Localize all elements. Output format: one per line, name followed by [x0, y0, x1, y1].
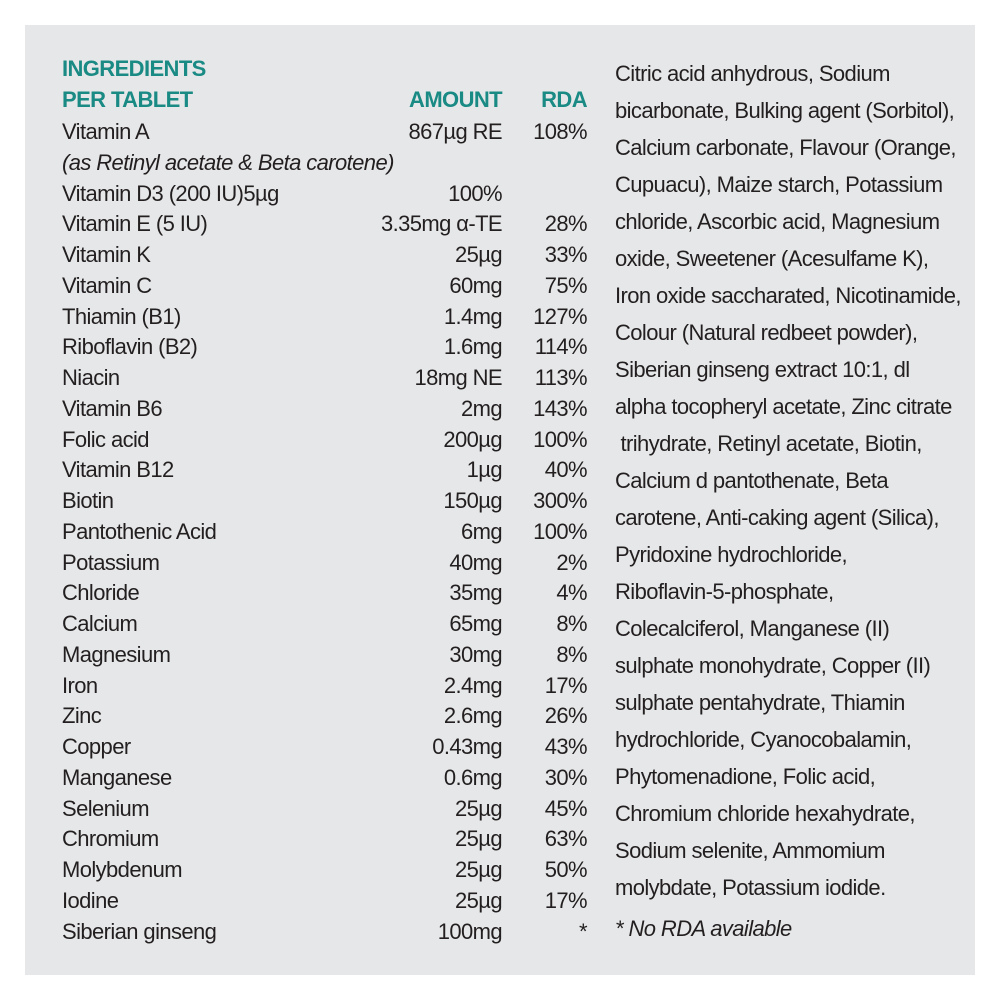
nutrient-name: Iodine [62, 888, 119, 913]
nutrient-rda: 8% [556, 642, 587, 667]
nutrient-rda: 114% [534, 334, 587, 359]
ingredients-list [615, 55, 960, 906]
nutrient-amount: 1.6mg [443, 334, 502, 359]
nutrient-rda: 300% [533, 488, 587, 513]
nutrient-amount: 867µg RE [408, 119, 502, 144]
nutrient-amount: 30mg [449, 642, 502, 667]
ingredients-line: hydrochloride, Cyanocobalamin, [615, 727, 912, 752]
nutrient-rda: 100% [533, 519, 587, 544]
nutrient-rda: 113% [534, 365, 587, 390]
nutrient-amount: 100% [448, 181, 502, 206]
nutrient-name: Copper [62, 734, 131, 759]
nutrient-name: Biotin [62, 488, 114, 513]
ingredients-line: Pyridoxine hydrochloride, [615, 542, 848, 567]
nutrient-name: Niacin [62, 365, 120, 390]
nutrient-name: Folic acid [62, 427, 149, 452]
nutrient-amount: 100mg [437, 919, 502, 944]
ingredients-line: Colour (Natural redbeet powder), [615, 320, 918, 345]
nutrient-name: Iron [62, 673, 98, 698]
nutrient-rda: 45% [544, 796, 587, 821]
nutrient-amount: 18mg NE [414, 365, 502, 390]
ingredients-line: carotene, Anti-caking agent (Silica), [615, 505, 939, 530]
ingredients-line: Iron oxide saccharated, Nicotinamide, [615, 283, 961, 308]
nutrient-amount: 2.4mg [443, 673, 502, 698]
nutrient-amount: 25µg [455, 242, 502, 267]
nutrient-name: Vitamin E (5 IU) [62, 211, 208, 236]
ingredients-line: trihydrate, Retinyl acetate, Biotin, [615, 431, 922, 456]
nutrient-rda: 17% [544, 673, 587, 698]
nutrition-panel [25, 25, 975, 975]
nutrient-rda: 43% [544, 734, 587, 759]
nutrient-name: Zinc [62, 703, 102, 728]
nutrient-amount: 3.35mg α-TE [380, 211, 502, 236]
nutrient-name: (as Retinyl acetate & Beta carotene) [62, 150, 394, 175]
nutrient-amount: 60mg [449, 273, 502, 298]
nutrient-name: Chromium [62, 826, 159, 851]
ingredients-line: Sodium selenite, Ammomium [615, 838, 885, 863]
nutrient-name: Magnesium [62, 642, 171, 667]
nutrient-name: Vitamin C [62, 273, 152, 298]
nutrient-amount: 2.6mg [443, 703, 502, 728]
nutrient-amount: 1.4mg [443, 304, 502, 329]
nutrient-amount: 40mg [449, 550, 502, 575]
nutrient-name: Vitamin A [62, 119, 150, 144]
nutrient-rda: 143% [533, 396, 587, 421]
nutrient-rda: 108% [533, 119, 587, 144]
nutrient-name: Siberian ginseng [62, 919, 217, 944]
nutrient-name: Calcium [62, 611, 138, 636]
nutrient-name: Manganese [62, 765, 172, 790]
nutrient-rda: 26% [544, 703, 587, 728]
nutrient-rda: * [579, 919, 587, 944]
nutrient-amount: 65mg [449, 611, 502, 636]
amount-header: AMOUNT [409, 87, 502, 112]
ingredients-line: Calcium carbonate, Flavour (Orange, [615, 135, 956, 160]
nutrient-rda: 8% [556, 611, 587, 636]
ingredients-line: Chromium chloride hexahydrate, [615, 801, 915, 826]
ingredients-line: Siberian ginseng extract 10:1, dl [615, 357, 910, 382]
nutrient-amount: 1µg [466, 457, 502, 482]
nutrient-name: Vitamin B12 [62, 457, 174, 482]
nutrient-name: Riboflavin (B2) [62, 334, 198, 359]
ingredients-line: bicarbonate, Bulking agent (Sorbitol), [615, 98, 955, 123]
footnote: * No RDA available [615, 916, 792, 941]
nutrient-amount: 0.6mg [443, 765, 502, 790]
nutrient-name: Vitamin B6 [62, 396, 162, 421]
ingredients-line: Riboflavin-5-phosphate, [615, 579, 834, 604]
title-line-1: INGREDIENTS [62, 56, 206, 81]
nutrient-rda: 127% [533, 304, 587, 329]
nutrient-amount: 25µg [455, 796, 502, 821]
rda-header: RDA [541, 87, 587, 112]
nutrient-amount: 25µg [455, 857, 502, 882]
nutrient-name: Molybdenum [62, 857, 182, 882]
nutrient-name: Vitamin K [62, 242, 151, 267]
ingredients-line: Cupuacu), Maize starch, Potassium [615, 172, 943, 197]
nutrient-amount: 150µg [443, 488, 502, 513]
nutrient-rda: 17% [544, 888, 587, 913]
nutrient-amount: 6mg [461, 519, 502, 544]
nutrient-rda: 2% [556, 550, 587, 575]
nutrient-amount: 0.43mg [432, 734, 502, 759]
ingredients-line: molybdate, Potassium iodide. [615, 875, 886, 900]
nutrient-name: Potassium [62, 550, 160, 575]
ingredients-line: Citric acid anhydrous, Sodium [615, 61, 890, 86]
nutrient-name: Thiamin (B1) [62, 304, 181, 329]
nutrient-rda: 75% [544, 273, 587, 298]
nutrient-rda: 40% [544, 457, 587, 482]
ingredients-line: oxide, Sweetener (Acesulfame K), [615, 246, 929, 271]
ingredients-line: sulphate pentahydrate, Thiamin [615, 690, 905, 715]
nutrient-name: Chloride [62, 580, 140, 605]
ingredients-line: sulphate monohydrate, Copper (II) [615, 653, 931, 678]
nutrient-amount: 2mg [461, 396, 502, 421]
nutrient-rda: 63% [544, 826, 587, 851]
nutrient-rda: 100% [533, 427, 587, 452]
ingredients-line: Colecalciferol, Manganese (II) [615, 616, 890, 641]
nutrient-amount: 200µg [443, 427, 502, 452]
nutrient-rda: 28% [544, 211, 587, 236]
ingredients-line: alpha tocopheryl acetate, Zinc citrate [615, 394, 952, 419]
nutrient-amount: 35mg [449, 580, 502, 605]
nutrient-rda: 30% [544, 765, 587, 790]
ingredients-line: chloride, Ascorbic acid, Magnesium [615, 209, 940, 234]
nutrient-rda: 50% [544, 857, 587, 882]
nutrient-rda: 33% [544, 242, 587, 267]
nutrient-rda: 4% [556, 580, 587, 605]
nutrient-name: Pantothenic Acid [62, 519, 217, 544]
ingredients-line: Phytomenadione, Folic acid, [615, 764, 876, 789]
ingredients-line: Calcium d pantothenate, Beta [615, 468, 889, 493]
nutrient-amount: 25µg [455, 888, 502, 913]
nutrient-name: Vitamin D3 (200 IU)5µg [62, 181, 279, 206]
nutrient-amount: 25µg [455, 826, 502, 851]
title-line-2: PER TABLET [62, 87, 193, 112]
nutrient-name: Selenium [62, 796, 149, 821]
